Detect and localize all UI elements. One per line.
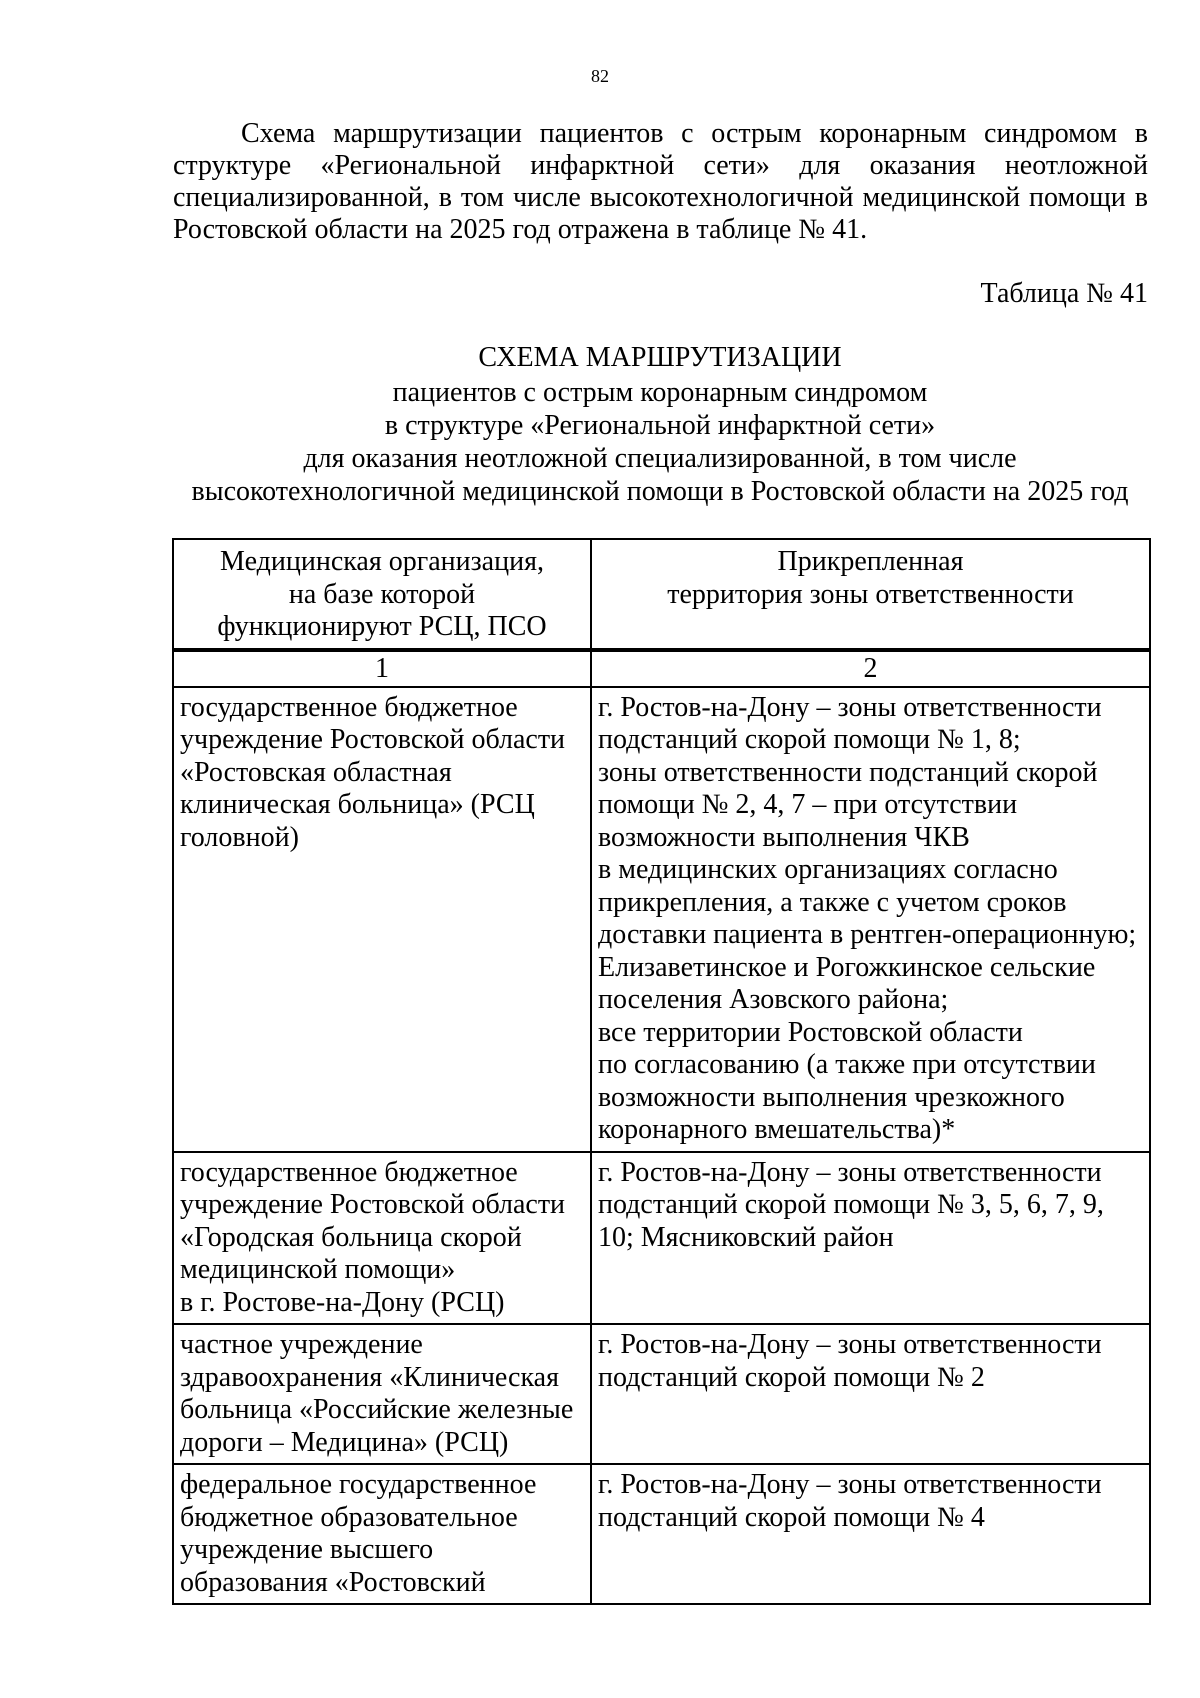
title-main: СХЕМА МАРШРУТИЗАЦИИ xyxy=(478,342,842,373)
column-number: 1 xyxy=(173,651,591,687)
organization-cell: частное учреждение здравоохранения «Клиническая больница «Российские железные дороги – Медицина» (РСЦ) xyxy=(173,1324,591,1464)
table-row xyxy=(173,1324,1150,1464)
table-header-row xyxy=(173,539,1150,649)
table-row xyxy=(173,687,1150,1152)
organization-cell: государственное бюджетное учреждение Ростовской области «Ростовская областная клиническая больница» (РСЦ головной) xyxy=(173,687,591,1152)
table-row xyxy=(173,1152,1150,1325)
intro-paragraph: Схема маршрутизации пациентов с острым коронарным синдромом в структуре «Региональной инфарктной сети» для оказания неотложной специализированной, в том числе высокотехнологичной медицинской помощи в Ростовской области на 2025 год отражена в таблице № 41. xyxy=(173,118,1148,245)
table-title xyxy=(60,340,1200,508)
header-zone: Прикрепленная территория зоны ответственности xyxy=(591,539,1150,649)
title-line: высокотехнологичной медицинской помощи в Ростовской области на 2025 год xyxy=(191,476,1129,507)
organization-cell: федеральное государственное бюджетное образовательное учреждение высшего образования «Ростовский xyxy=(173,1464,591,1604)
title-line: пациентов с острым коронарным синдромом xyxy=(392,377,928,408)
routing-table xyxy=(172,538,1151,1605)
table-caption: Таблица № 41 xyxy=(980,278,1148,309)
page-number: 82 xyxy=(591,66,609,86)
organization-cell: государственное бюджетное учреждение Ростовской области «Городская больница скорой медицинской помощи» в г. Ростове-на-Дону (РСЦ) xyxy=(173,1152,591,1325)
title-line: для оказания неотложной специализированной, в том числе xyxy=(303,443,1017,474)
zone-cell: г. Ростов-на-Дону – зоны ответственности подстанций скорой помощи № 4 xyxy=(591,1464,1150,1604)
zone-cell: г. Ростов-на-Дону – зоны ответственности подстанций скорой помощи № 2 xyxy=(591,1324,1150,1464)
routing-table-wrapper xyxy=(172,538,1149,1605)
column-number: 2 xyxy=(591,651,1150,687)
title-line: в структуре «Региональной инфарктной сети» xyxy=(384,410,936,441)
zone-cell: г. Ростов-на-Дону – зоны ответственности подстанций скорой помощи № 3, 5, 6, 7, 9, 10; Мясниковский район xyxy=(591,1152,1150,1325)
zone-cell: г. Ростов-на-Дону – зоны ответственности подстанций скорой помощи № 1, 8; зоны ответственности подстанций скорой помощи № 2, 4, 7 – при отсутствии возможности выполнения ЧКВ в медицинских организациях согласно прикрепления, а также с учетом сроков доставки пациента в рентген-операционную; Елизаветинское и Рогожкинское сельские поселения Азовского района; все территории Ростовской области по согласованию (а также при отсутствии возможности выполнения чрезкожного коронарного вмешательства)* xyxy=(591,687,1150,1152)
column-number-row xyxy=(173,651,1150,687)
table-row xyxy=(173,1464,1150,1604)
header-organization: Медицинская организация, на базе которой функционируют РСЦ, ПСО xyxy=(173,539,591,649)
